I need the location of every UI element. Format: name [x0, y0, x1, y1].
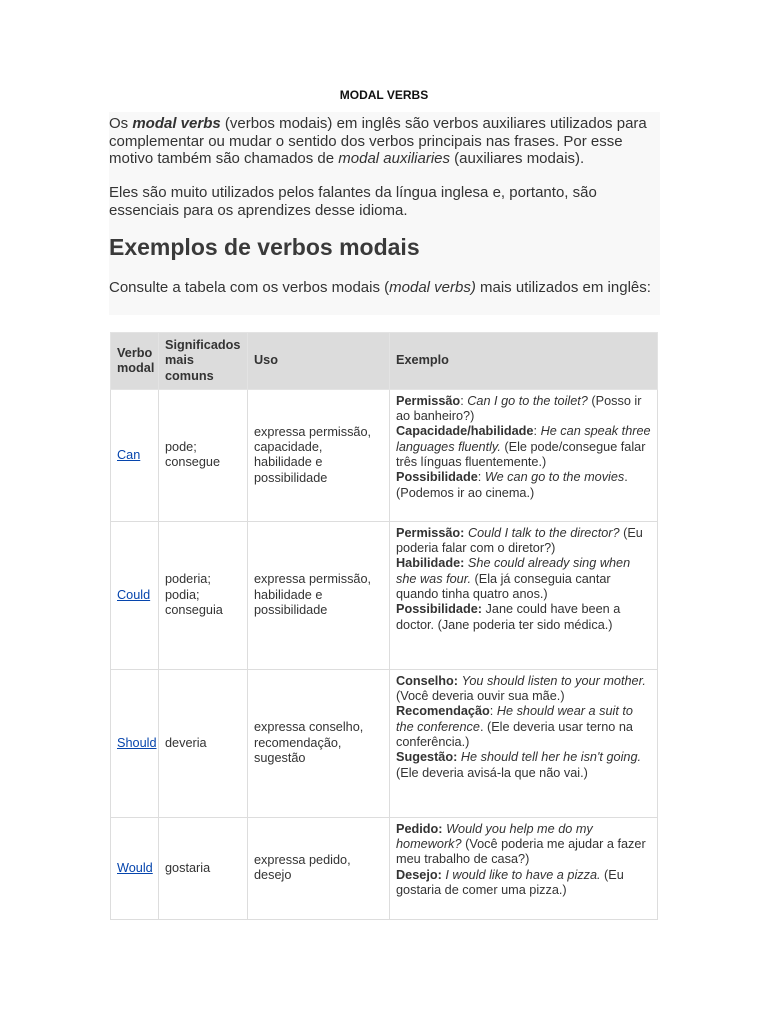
use-cell: expressa permissão, capacidade, habilidade e possibilidade: [248, 389, 390, 521]
header-meaning: Significados mais comuns: [159, 333, 248, 390]
example-cell: [390, 521, 658, 669]
example-cell: [390, 389, 658, 521]
example-line: Conselho: You should listen to your mother. (Você deveria ouvir sua mãe.): [396, 673, 646, 704]
verb-link[interactable]: Could: [117, 587, 151, 602]
meaning-cell: pode; consegue: [159, 389, 248, 521]
document-title: MODAL VERBS: [339, 88, 429, 102]
meaning-cell: deveria: [159, 669, 248, 817]
table-row: [111, 389, 658, 521]
example-line: Permissão: Could I talk to the director? (Eu poderia falar com o diretor?): [396, 525, 643, 556]
section-heading: Exemplos de verbos modais: [109, 234, 420, 260]
verb-cell: [111, 669, 159, 817]
verb-cell: [111, 389, 159, 521]
example-line: Recomendação: He should wear a suit to the conference. (Ele deveria usar terno na conferência.): [396, 704, 633, 750]
use-cell: expressa permissão, habilidade e possibilidade: [248, 521, 390, 669]
example-line: Possibilidade: We can go to the movies. (Podemos ir ao cinema.): [396, 470, 628, 500]
table-header-row: [111, 333, 658, 390]
example-line: Possibilidade: Jane could have been a doctor. (Jane poderia ter sido médica.): [396, 602, 621, 632]
meaning-cell: poderia; podia; conseguia: [159, 521, 248, 669]
intro-paragraph-2: Eles são muito utilizados pelos falantes da língua inglesa e, portanto, são essenciais para os aprendizes desse idioma.: [109, 184, 597, 219]
verb-cell: [111, 817, 159, 919]
meaning-cell: gostaria: [159, 817, 248, 919]
example-line: Habilidade: She could already sing when she was four. (Ela já conseguia cantar quando tinha quatro anos.): [396, 556, 631, 602]
example-line: Capacidade/habilidade: He can speak three languages fluently. (Ele pode/consegue falar três línguas fluentemente.): [396, 424, 651, 470]
example-line: Desejo: I would like to have a pizza. (Eu gostaria de comer uma pizza.): [396, 867, 624, 898]
example-line: Sugestão: He should tell her he isn't going. (Ele deveria avisá-la que não vai.): [396, 750, 642, 780]
intro-section: [109, 112, 660, 315]
modal-verbs-table: [110, 332, 658, 920]
table-body: [111, 389, 658, 919]
intro-paragraph-1: Os modal verbs (verbos modais) em inglês são verbos auxiliares utilizados para complementar ou mudar o sentido dos verbos principais nas frases. Por esse motivo também são chamados de modal auxiliaries (auxiliares modais).: [109, 115, 647, 167]
example-line: Pedido: Would you help me do my homework? (Você poderia me ajudar a fazer meu trabalho de casa?): [396, 821, 646, 867]
example-line: Permissão: Can I go to the toilet? (Posso ir ao banheiro?): [396, 393, 642, 424]
intro-paragraph-3: Consulte a tabela com os verbos modais (modal verbs) mais utilizados em inglês:: [109, 279, 651, 296]
verb-cell: [111, 521, 159, 669]
use-cell: expressa conselho, recomendação, sugestão: [248, 669, 390, 817]
table-row: [111, 669, 658, 817]
use-cell: expressa pedido, desejo: [248, 817, 390, 919]
header-verb: Verbo modal: [111, 333, 159, 390]
table-row: [111, 817, 658, 919]
verb-link[interactable]: Can: [117, 447, 141, 462]
table-row: [111, 521, 658, 669]
verb-link[interactable]: Would: [117, 860, 153, 875]
example-cell: [390, 817, 658, 919]
verb-link[interactable]: Should: [117, 735, 157, 750]
header-use: Uso: [248, 333, 390, 390]
example-cell: [390, 669, 658, 817]
header-example: Exemplo: [390, 333, 658, 390]
